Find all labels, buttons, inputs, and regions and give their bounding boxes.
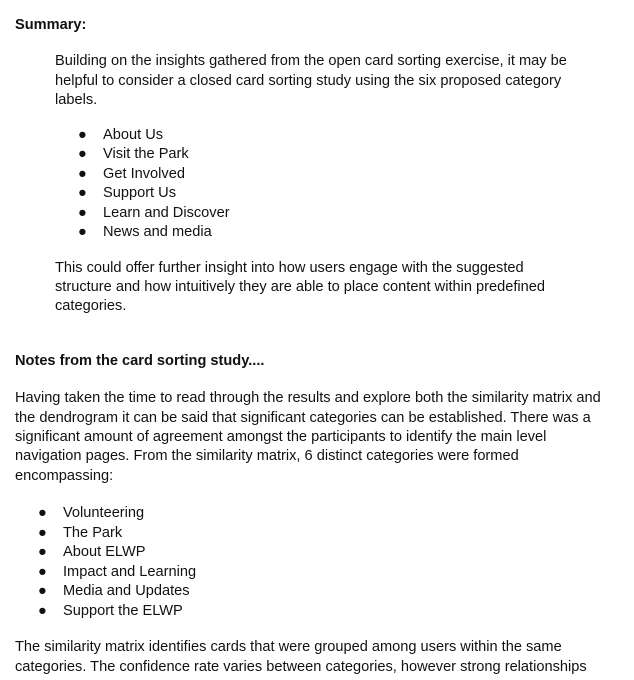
bullet-icon: ● xyxy=(38,602,47,619)
list-item: ● The Park xyxy=(15,524,625,544)
notes-heading: Notes from the card sorting study.... xyxy=(15,352,265,369)
bullet-icon: ● xyxy=(78,165,87,182)
bullet-icon: ● xyxy=(38,524,47,541)
bullet-icon: ● xyxy=(38,583,47,600)
list-item: ● Get Involved xyxy=(55,165,575,185)
bullet-icon: ● xyxy=(78,146,87,163)
proposed-categories-list xyxy=(55,126,575,243)
summary-closing: This could offer further insight into how users engage with the suggested structure and how intuitively they are able to place content within predefined categories. xyxy=(55,259,545,315)
list-item: ● Media and Updates xyxy=(15,582,625,602)
derived-categories-list xyxy=(15,504,625,621)
bullet-icon: ● xyxy=(78,126,87,143)
bullet-icon: ● xyxy=(38,563,47,580)
notes-closing: The similarity matrix identifies cards that were grouped among users within the same categories. The confidence rate varies between categories, however strong relationships xyxy=(15,639,587,675)
list-item: ● Learn and Discover xyxy=(55,204,575,224)
list-item: ● About Us xyxy=(55,126,575,146)
bullet-icon: ● xyxy=(78,185,87,202)
notes-intro: Having taken the time to read through the results and explore both the similarity matrix and the dendrogram it can be said that significant categories can be established. There was a significant amount of agreement amongst the participants to identify the main level navigation pages. From the similarity matrix, 6 distinct categories were formed encompassing: xyxy=(15,390,601,484)
bullet-icon: ● xyxy=(78,204,87,221)
bullet-icon: ● xyxy=(78,224,87,241)
summary-section xyxy=(55,52,575,316)
bullet-icon: ● xyxy=(38,544,47,561)
list-item: ● Volunteering xyxy=(15,504,625,524)
list-item: ● Support the ELWP xyxy=(15,602,625,622)
list-item: ● Support Us xyxy=(55,184,575,204)
list-item: ● Impact and Learning xyxy=(15,563,625,583)
summary-heading: Summary: xyxy=(15,17,87,33)
list-item: ● About ELWP xyxy=(15,543,625,563)
document-body xyxy=(15,16,625,677)
summary-intro: Building on the insights gathered from the open card sorting exercise, it may be helpful to consider a closed card sorting study using the six proposed category labels. xyxy=(55,53,567,109)
bullet-icon: ● xyxy=(38,505,47,522)
list-item: ● Visit the Park xyxy=(55,145,575,165)
list-item: ● News and media xyxy=(55,223,575,243)
